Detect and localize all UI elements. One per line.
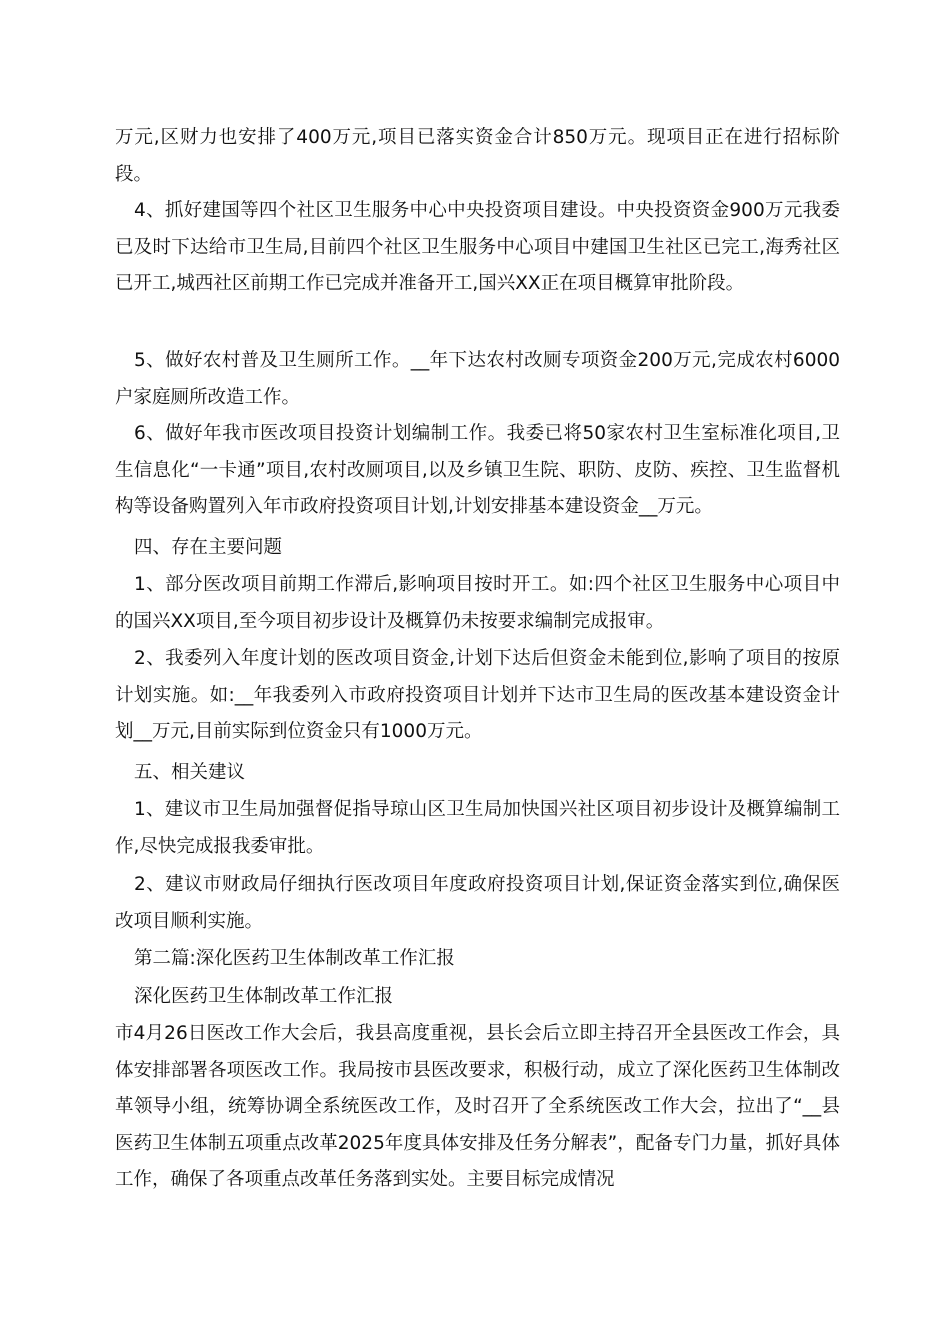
report-title: 深化医药卫生体制改革工作汇报 xyxy=(134,986,394,1007)
paragraph-suggestion-2: 2、建议市财政局仔细执行医改项目年度政府投资项目计划,保证资金落实到位,确保医改项目顺利实施。 xyxy=(115,874,840,932)
paragraph-problem-1: 1、部分医改项目前期工作滞后,影响项目按时开工。如:四个社区卫生服务中心项目中的国兴XX项目,至今项目初步设计及概算仍未按要求编制完成报审。 xyxy=(115,574,840,632)
paragraph-item-4: 4、抓好建国等四个社区卫生服务中心中央投资项目建设。中央投资资金900万元我委已及时下达给市卫生局,目前四个社区卫生服务中心项目中建国卫生社区已完工,海秀社区已开工,城西社区前期工作已完成并准备开工,国兴XX正在项目概算审批阶段。 xyxy=(115,200,840,294)
paragraph-problem-2: 2、我委列入年度计划的医改项目资金,计划下达后但资金未能到位,影响了项目的按原计划实施。如:__年我委列入市政府投资项目计划并下达市卫生局的医改基本建设资金计划__万元,目前实际到位资金只有1000万元。 xyxy=(115,648,840,742)
section-heading-problems: 四、存在主要问题 xyxy=(134,537,283,558)
paragraph-funding-status: 万元,区财力也安排了400万元,项目已落实资金合计850万元。现项目正在进行招标阶段。 xyxy=(115,127,840,185)
paragraph-suggestion-1: 1、建议市卫生局加强督促指导琼山区卫生局加快国兴社区项目初步设计及概算编制工作,尽快完成报我委审批。 xyxy=(115,799,840,857)
paragraph-report-body: 市4月26日医改工作大会后，我县高度重视，县长会后立即主持召开全县医改工作会，具体安排部署各项医改工作。我局按市县医改要求，积极行动，成立了深化医药卫生体制改革领导小组，统筹协调全系统医改工作，及时召开了全系统医改工作大会，拉出了“__县医药卫生体制五项重点改革2025年度具体安排及任务分解表”，配备专门力量，抓好具体工作，确保了各项重点改革任务落到实处。主要目标完成情况 xyxy=(115,1023,840,1190)
paragraph-item-6: 6、做好年我市医改项目投资计划编制工作。我委已将50家农村卫生室标准化项目,卫生信息化“一卡通”项目,农村改厕项目,以及乡镇卫生院、职防、皮防、疾控、卫生监督机构等设备购置列入年市政府投资项目计划,计划安排基本建设资金__万元。 xyxy=(115,423,840,517)
section-heading-suggestions: 五、相关建议 xyxy=(134,762,246,783)
paragraph-item-5: 5、做好农村普及卫生厕所工作。__年下达农村改厕专项资金200万元,完成农村6000户家庭厕所改造工作。 xyxy=(115,350,840,408)
part-two-title: 第二篇:深化医药卫生体制改革工作汇报 xyxy=(134,948,455,969)
